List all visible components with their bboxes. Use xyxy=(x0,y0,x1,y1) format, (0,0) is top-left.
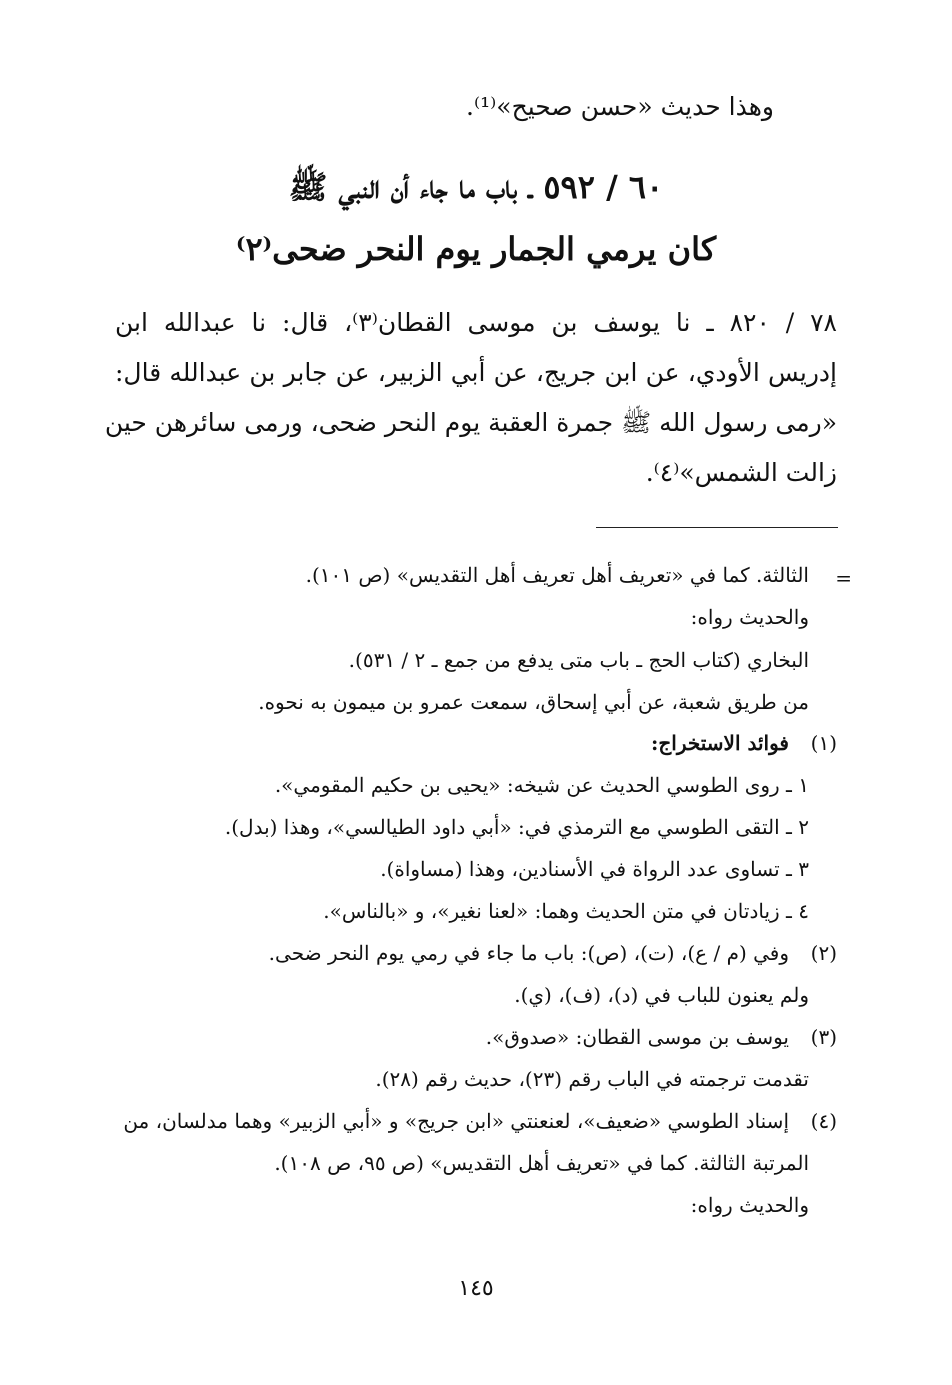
footnote-line: البخاري (كتاب الحج ـ باب متى يدفع من جمع ـ ٢ / ٥٣١). xyxy=(348,648,809,672)
footnote-separator xyxy=(596,527,838,528)
footnote-number: (٢) xyxy=(810,941,837,965)
footnote-line: والحديث رواه: xyxy=(690,605,809,629)
footnote-line: تقدمت ترجمته في الباب رقم (٢٣)، حديث رقم (٢٨). xyxy=(375,1067,809,1091)
footnote-line: يوسف بن موسى القطان: «صدوق». xyxy=(485,1025,789,1049)
hadith-line: «رمى رسول الله ﷺ جمرة العقبة يوم النحر ضحى، ورمى سائرهن حين xyxy=(104,408,837,437)
footnote-line: الثالثة. كما في «تعريف أهل تعريف أهل التقديس» (ص ١٠١). xyxy=(305,563,809,587)
hadith-line: ٧٨ / ٨٢٠ ـ نا يوسف بن موسى القطان⁽٣⁾، قال: نا عبدالله ابن xyxy=(115,308,837,337)
chapter-heading-line-1: ٦٠ / ٥٩٢ ـ باب ما جاء أن النبي ﷺ xyxy=(288,168,664,206)
footnote-line: فوائد الاستخراج: xyxy=(650,731,789,755)
hadith-line: زالت الشمس»⁽٤⁾. xyxy=(645,458,837,487)
footnote-line: ٣ ـ تساوى عدد الرواة في الأسنادين، وهذا (مساواة). xyxy=(380,857,809,881)
footnote-number: (١) xyxy=(810,731,837,755)
page-number: ١٤٥ xyxy=(458,1276,494,1301)
footnote-number: (٤) xyxy=(810,1109,837,1133)
hadith-line: إدريس الأودي، عن ابن جريج، عن أبي الزبير، عن جابر بن عبدالله قال: xyxy=(115,358,837,387)
footnote-line: وفي (م / ع)، (ت)، (ص): باب ما جاء في رمي يوم النحر ضحى. xyxy=(268,941,789,965)
footnote-line: ٢ ـ التقى الطوسي مع الترمذي في: «أبي داود الطيالسي»، وهذا (بدل). xyxy=(224,815,809,839)
hadith-text xyxy=(104,298,837,498)
footnote-line: والحديث رواه: xyxy=(690,1193,809,1217)
footnote-line: إسناد الطوسي «ضعيف»، لعنعنتي «ابن جريج» و «أبي الزبير» وهما مدلسان، من xyxy=(123,1109,789,1133)
footnote-line: من طريق شعبة، عن أبي إسحاق، سمعت عمرو بن ميمون به نحوه. xyxy=(258,690,809,714)
footnote-line: ١ ـ روى الطوسي الحديث عن شيخه: «يحيى بن حكيم المقومي». xyxy=(274,773,809,797)
closing-line: وهذا حديث «حسن صحيح»⁽¹⁾. xyxy=(466,92,774,121)
chapter-heading-line-2: كان يرمي الجمار يوم النحر ضحى⁽٢⁾ xyxy=(235,230,717,268)
footnote-line: ولم يعنون للباب في (د)، (ف)، (ي). xyxy=(514,983,809,1007)
footnote-line: المرتبة الثالثة. كما في «تعريف أهل التقديس» (ص ٩٥، ص ١٠٨). xyxy=(274,1151,809,1175)
footnote-continuation-marker: = xyxy=(835,566,852,590)
footnote-line: ٤ ـ زيادتان في متن الحديث وهما: «لعنا نغير»، و «بالناس». xyxy=(323,899,809,923)
footnote-number: (٣) xyxy=(810,1025,837,1049)
